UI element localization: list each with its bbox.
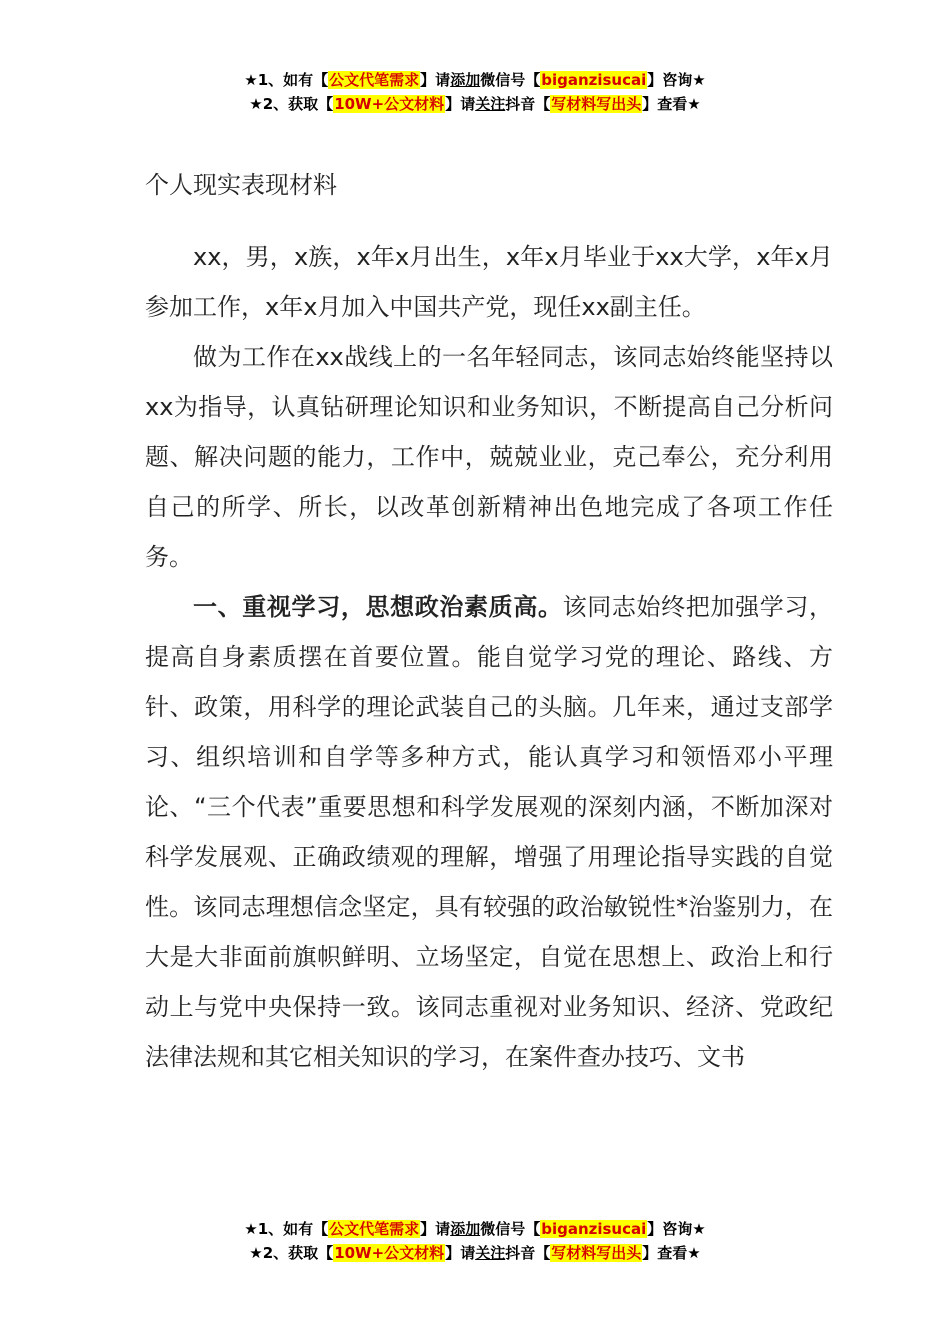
promo-line-1: ★1、如有【公文代笔需求】请添加微信号【biganzisucai】咨询★ — [244, 1220, 706, 1238]
promo-wechat-id: biganzisucai — [541, 71, 647, 89]
promo-line-2: ★2、获取【10W+公文材料】请关注抖音【写材料写出头】查看★ — [249, 95, 701, 113]
header-promo-banner — [0, 68, 950, 116]
document-title: 个人现实表现材料 — [145, 171, 337, 199]
promo-underlined-text: 添加 — [450, 71, 481, 89]
paragraph-personal-info: xx，男，x族，x年x月出生，x年x月毕业于xx大学，x年x月参加工作，x年x月加入中国共产党，现任xx副主任。 — [145, 243, 833, 321]
promo-highlight: 10W+公文材料 — [334, 1244, 445, 1262]
promo-highlight: 10W+公文材料 — [334, 95, 445, 113]
promo-underlined-text: 关注 — [475, 1244, 506, 1262]
document-body — [145, 160, 833, 1082]
paragraph-summary: 做为工作在xx战线上的一名年轻同志，该同志始终能坚持以xx为指导，认真钻研理论知识和业务知识，不断提高自己分析问题、解决问题的能力，工作中，兢兢业业，克己奉公，充分利用自己的所学、所长，以改革创新精神出色地完成了各项工作任务。 — [145, 343, 833, 571]
promo-underlined-text: 关注 — [475, 95, 506, 113]
promo-underlined-text: 添加 — [450, 1220, 481, 1238]
promo-wechat-id: biganzisucai — [541, 1220, 647, 1238]
section-1-body: 该同志始终把加强学习，提高自身素质摆在首要位置。能自觉学习党的理论、路线、方针、政策，用科学的理论武装自己的头脑。几年来，通过支部学习、组织培训和自学等多种方式，能认真学习和领悟邓小平理论、“三个代表”重要思想和科学发展观的深刻内涵，不断加深对科学发展观、正确政绩观的理解，增强了用理论指导实践的自觉性。该同志理想信念坚定，具有较强的政治敏锐性*治鉴别力，在大是大非面前旗帜鲜明、立场坚定，自觉在思想上、政治上和行动上与党中央保持一致。该同志重视对业务知识、经济、党政纪法律法规和其它相关知识的学习，在案件查办技巧、文书 — [145, 593, 834, 1071]
promo-line-2: ★2、获取【10W+公文材料】请关注抖音【写材料写出头】查看★ — [249, 1244, 701, 1262]
promo-highlight: 公文代笔需求 — [329, 1220, 420, 1238]
promo-douyin-id: 写材料写出头 — [551, 95, 642, 113]
promo-douyin-id: 写材料写出头 — [551, 1244, 642, 1262]
section-1-heading: 一、重视学习，思想政治素质高。 — [193, 593, 563, 621]
footer-promo-banner — [0, 1217, 950, 1265]
paragraph-section-1 — [145, 582, 833, 1082]
promo-line-1: ★1、如有【公文代笔需求】请添加微信号【biganzisucai】咨询★ — [244, 71, 706, 89]
promo-highlight: 公文代笔需求 — [329, 71, 420, 89]
